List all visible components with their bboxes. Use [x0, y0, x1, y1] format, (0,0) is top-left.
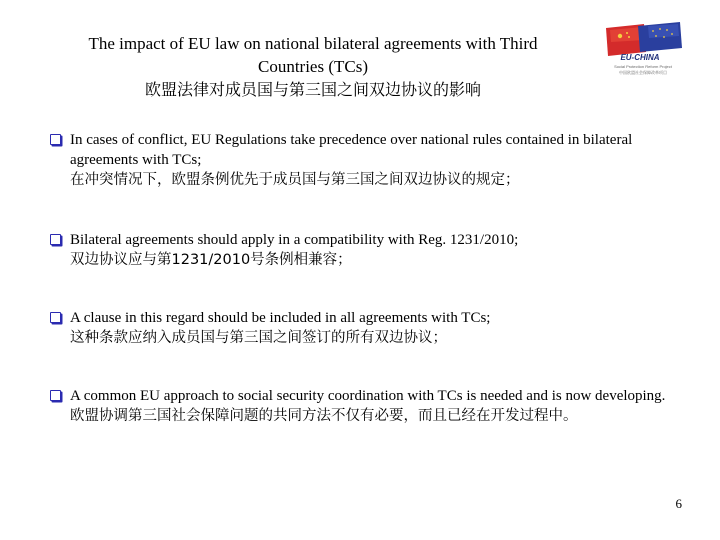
- checkbox-bullet-icon: [50, 390, 61, 401]
- checkbox-bullet-icon: [50, 234, 61, 245]
- logo-brand: EU-CHINA: [620, 53, 660, 62]
- bullet-text-zh: 这种条款应纳入成员国与第三国之间签订的所有双边协议；: [70, 330, 447, 346]
- checkbox-bullet-icon: [50, 312, 61, 323]
- checkbox-bullet-icon: [50, 134, 61, 145]
- bullet-text-zh: 在冲突情况下，欧盟条例优先于成员国与第三国之间双边协议的规定；: [70, 172, 520, 188]
- bullet-text-en: Bilateral agreements should apply in a compatibility with Reg. 1231/2010;: [70, 232, 519, 248]
- slide-title: [20, 32, 606, 101]
- bullet-text-zh: 双边协议应与第1231/2010号条例相兼容；: [70, 252, 352, 268]
- logo-tagline-chinese: 中国欧盟社会保障改革项目: [619, 70, 667, 75]
- page-number: 6: [675, 496, 682, 511]
- title-chinese: 欧盟法律对成员国与第三国之间双边协议的影响: [144, 80, 481, 99]
- title-line-1: The impact of EU law on national bilateral agreements with Third: [88, 34, 538, 53]
- bullet-text-zh: 欧盟协调第三国社会保障问题的共同方法不仅有必要，而且已经在开发过程中。: [70, 408, 578, 424]
- title-line-2: Countries (TCs): [257, 57, 369, 76]
- bullet-text-en: A clause in this regard should be included in all agreements with TCs;: [70, 310, 491, 326]
- bullet-text-en: In cases of conflict, EU Regulations take precedence over national rules contained in bilateral agreements with TCs;: [70, 132, 633, 168]
- eu-china-logo: [598, 22, 688, 76]
- logo-tagline: Social Protection Reform Project: [614, 64, 672, 69]
- bullet-text-en: A common EU approach to social security coordination with TCs is needed and is now developing.: [70, 388, 666, 404]
- eu-china-flag-logo-icon: [598, 22, 688, 64]
